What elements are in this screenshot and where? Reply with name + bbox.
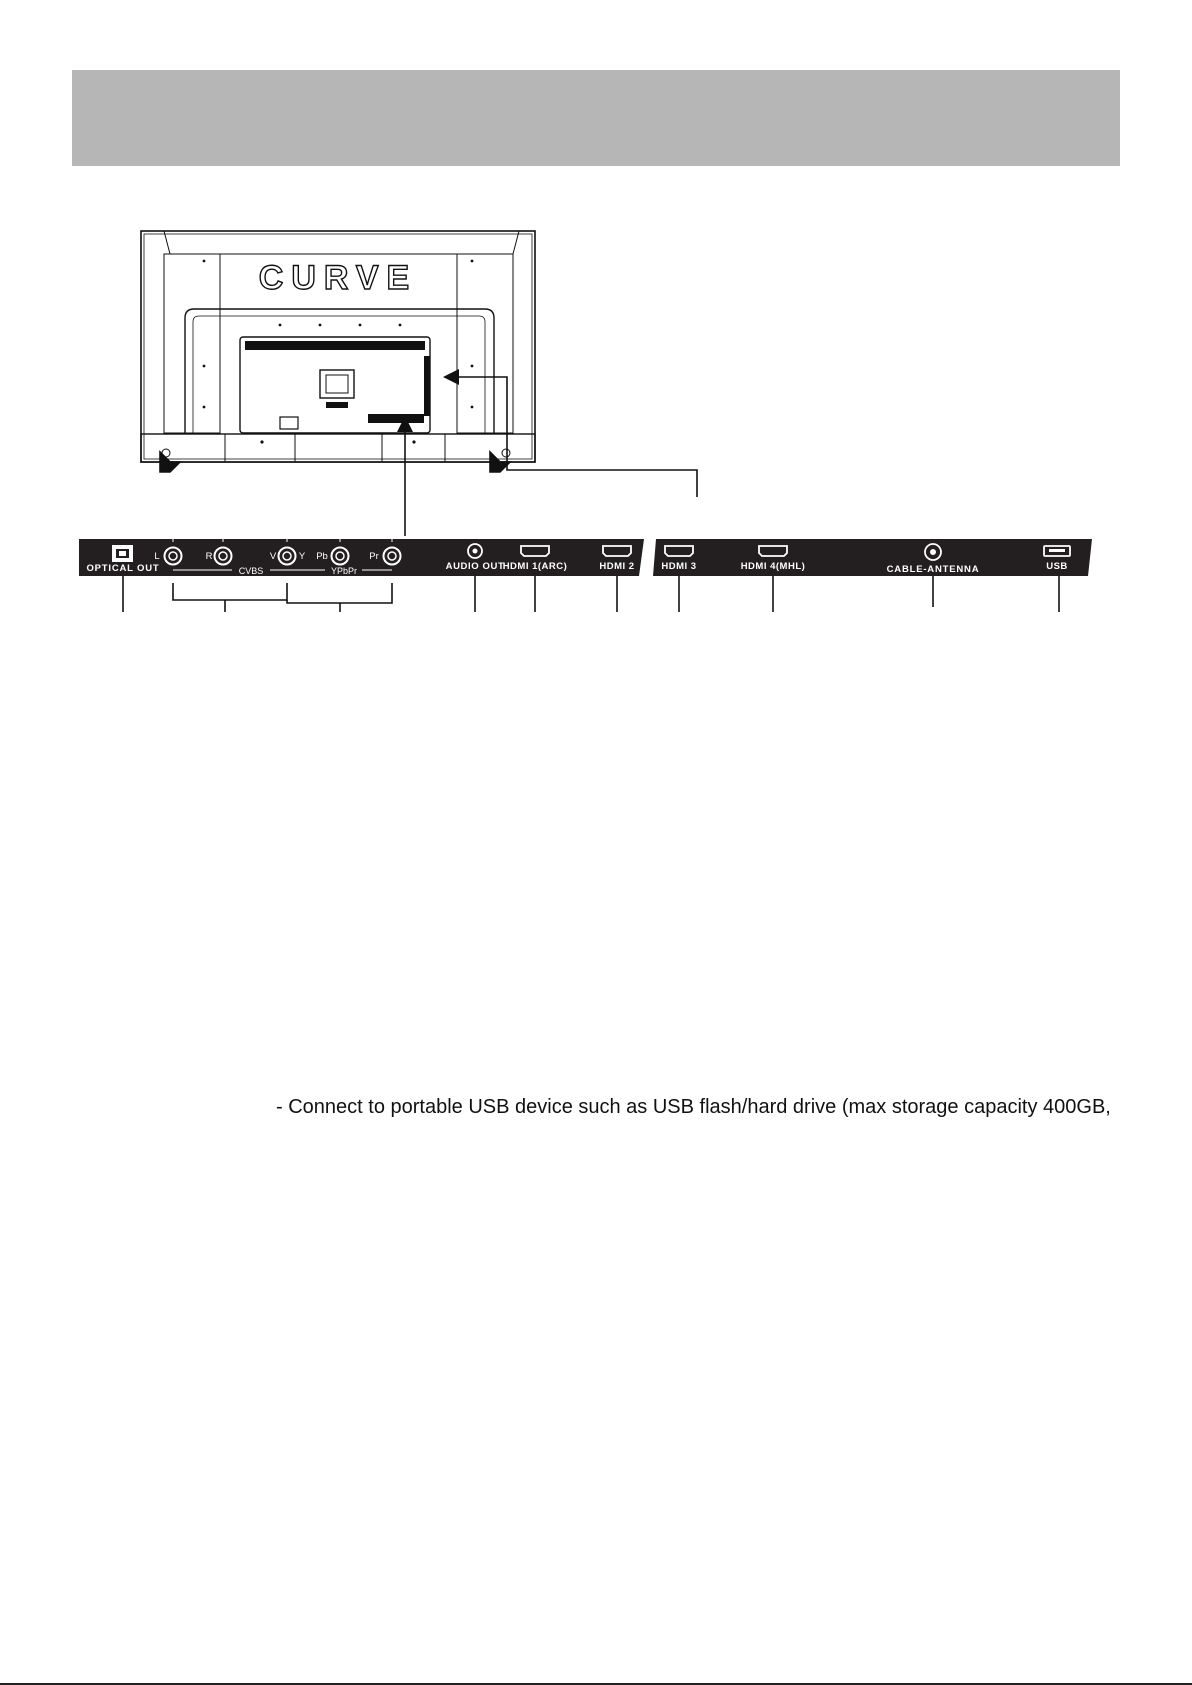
label-hdmi-2: HDMI 2 bbox=[599, 561, 635, 572]
label-hdmi-4: HDMI 4(MHL) bbox=[740, 561, 806, 572]
label-hdmi-1: HDMI 1(ARC) bbox=[502, 561, 568, 572]
optical-port-icon bbox=[112, 545, 133, 562]
label-optical-out: OPTICAL OUT bbox=[86, 563, 160, 574]
usb-device-note: - Connect to portable USB device such as USB flash/hard drive (max storage capacity 400GB, bbox=[276, 1096, 1111, 1118]
connection-panel-right bbox=[653, 539, 1092, 576]
label-cable-antenna: CABLE-ANTENNA bbox=[886, 564, 980, 575]
callout-lines bbox=[123, 576, 1059, 612]
tv-rear-connections-diagram bbox=[0, 0, 1192, 640]
label-jack-v: V bbox=[269, 551, 277, 562]
arrow-head-side bbox=[443, 369, 459, 385]
label-jack-pb: Pb bbox=[316, 551, 328, 562]
label-cvbs: CVBS bbox=[238, 566, 264, 576]
label-jack-pr: Pr bbox=[369, 551, 379, 562]
label-jack-y: Y bbox=[298, 551, 306, 562]
label-audio-out: AUDIO OUT bbox=[445, 561, 505, 572]
label-jack-l: L bbox=[154, 551, 160, 562]
label-hdmi-3: HDMI 3 bbox=[661, 561, 697, 572]
callout-arrows bbox=[405, 377, 697, 536]
tv-brand-logo: CURVE bbox=[258, 259, 418, 297]
label-ypbpr: YPbPr bbox=[330, 566, 358, 576]
label-jack-r: R bbox=[205, 551, 213, 562]
label-usb: USB bbox=[1046, 561, 1068, 572]
